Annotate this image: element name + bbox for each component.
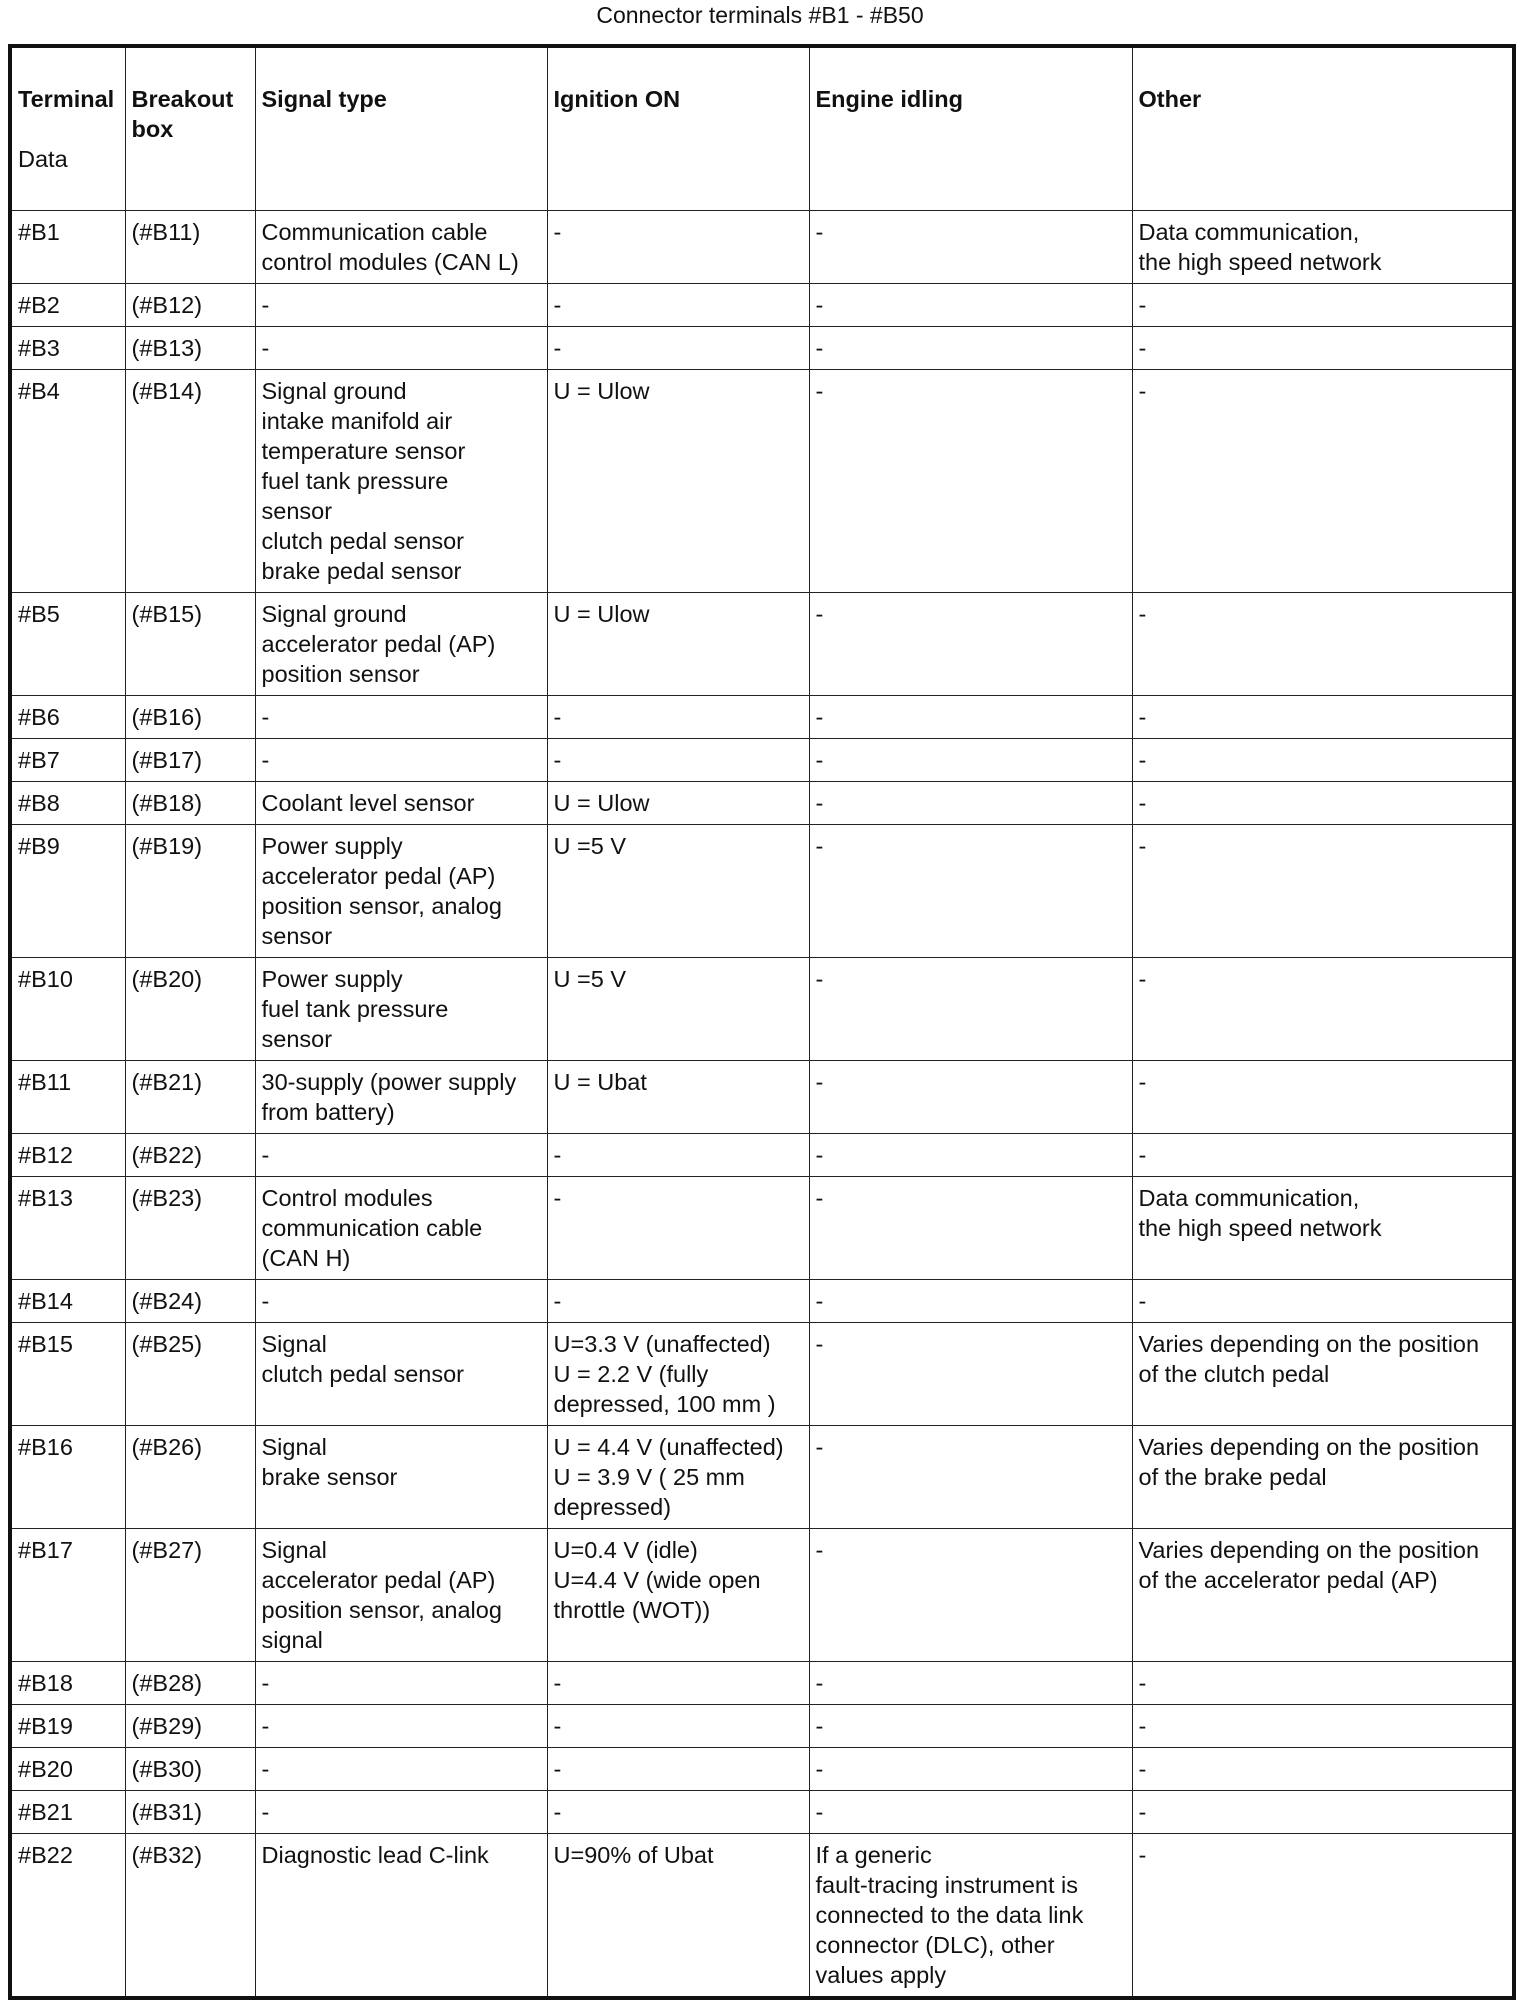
cell-breakout-box: (#B23) [125, 1177, 255, 1280]
cell-ignition-on: - [547, 1134, 809, 1177]
column-header-sublabel: Data [18, 146, 68, 172]
cell-ignition-on: U = Ulow [547, 370, 809, 593]
cell-other: - [1132, 327, 1514, 370]
table-row [10, 1529, 1514, 1662]
cell-engine-idling: - [809, 825, 1132, 958]
cell-breakout-box: (#B31) [125, 1791, 255, 1834]
cell-breakout-box: (#B29) [125, 1705, 255, 1748]
cell-breakout-box: (#B32) [125, 1834, 255, 1999]
cell-ignition-on: - [547, 1280, 809, 1323]
cell-breakout-box: (#B21) [125, 1061, 255, 1134]
cell-signal-type: Power supply fuel tank pressure sensor [255, 958, 547, 1061]
cell-ignition-on: U=90% of Ubat [547, 1834, 809, 1999]
cell-signal-type: - [255, 1748, 547, 1791]
cell-signal-type: - [255, 1791, 547, 1834]
cell-terminal: #B15 [10, 1323, 125, 1426]
header-row [10, 46, 1514, 211]
column-header-ignition-on [547, 46, 809, 211]
cell-signal-type: - [255, 284, 547, 327]
cell-ignition-on: - [547, 211, 809, 284]
cell-terminal: #B21 [10, 1791, 125, 1834]
cell-other: - [1132, 284, 1514, 327]
cell-ignition-on: - [547, 696, 809, 739]
cell-engine-idling: - [809, 1791, 1132, 1834]
cell-terminal: #B12 [10, 1134, 125, 1177]
column-header-signal-type [255, 46, 547, 211]
cell-ignition-on: U = 4.4 V (unaffected) U = 3.9 V ( 25 mm depressed) [547, 1426, 809, 1529]
cell-ignition-on: - [547, 1791, 809, 1834]
cell-signal-type: 30-supply (power supply from battery) [255, 1061, 547, 1134]
table-row [10, 1280, 1514, 1323]
table-row [10, 1791, 1514, 1834]
cell-terminal: #B4 [10, 370, 125, 593]
cell-engine-idling: - [809, 1323, 1132, 1426]
cell-breakout-box: (#B13) [125, 327, 255, 370]
cell-other: - [1132, 1061, 1514, 1134]
cell-signal-type: - [255, 739, 547, 782]
cell-engine-idling: - [809, 1705, 1132, 1748]
cell-ignition-on: - [547, 284, 809, 327]
cell-engine-idling: - [809, 327, 1132, 370]
cell-engine-idling: - [809, 958, 1132, 1061]
cell-breakout-box: (#B26) [125, 1426, 255, 1529]
cell-signal-type: Communication cable control modules (CAN L) [255, 211, 547, 284]
cell-other: - [1132, 825, 1514, 958]
cell-ignition-on: U = Ulow [547, 782, 809, 825]
cell-terminal: #B6 [10, 696, 125, 739]
table-row [10, 1662, 1514, 1705]
cell-engine-idling: - [809, 739, 1132, 782]
cell-breakout-box: (#B25) [125, 1323, 255, 1426]
cell-terminal: #B10 [10, 958, 125, 1061]
cell-signal-type: - [255, 1280, 547, 1323]
cell-terminal: #B22 [10, 1834, 125, 1999]
cell-engine-idling: - [809, 1662, 1132, 1705]
cell-terminal: #B3 [10, 327, 125, 370]
cell-signal-type: Signal brake sensor [255, 1426, 547, 1529]
cell-breakout-box: (#B24) [125, 1280, 255, 1323]
column-header-engine-idling [809, 46, 1132, 211]
table-row [10, 696, 1514, 739]
cell-other: - [1132, 958, 1514, 1061]
cell-breakout-box: (#B14) [125, 370, 255, 593]
cell-signal-type: - [255, 696, 547, 739]
column-header-terminal [10, 46, 125, 211]
column-header-breakout-box [125, 46, 255, 211]
cell-terminal: #B1 [10, 211, 125, 284]
column-header-other [1132, 46, 1514, 211]
cell-signal-type: - [255, 1705, 547, 1748]
cell-other: - [1132, 1748, 1514, 1791]
table-row [10, 284, 1514, 327]
table-row [10, 1834, 1514, 1999]
cell-terminal: #B7 [10, 739, 125, 782]
cell-terminal: #B11 [10, 1061, 125, 1134]
cell-other: - [1132, 1834, 1514, 1999]
cell-engine-idling: - [809, 782, 1132, 825]
table-row [10, 1748, 1514, 1791]
cell-breakout-box: (#B17) [125, 739, 255, 782]
table-row [10, 782, 1514, 825]
cell-other: - [1132, 1134, 1514, 1177]
cell-ignition-on: - [547, 327, 809, 370]
cell-engine-idling: - [809, 1061, 1132, 1134]
table-row [10, 1061, 1514, 1134]
cell-engine-idling: - [809, 1529, 1132, 1662]
cell-engine-idling: - [809, 1177, 1132, 1280]
cell-terminal: #B13 [10, 1177, 125, 1280]
cell-terminal: #B19 [10, 1705, 125, 1748]
table-row [10, 1426, 1514, 1529]
table-row [10, 825, 1514, 958]
cell-engine-idling: If a generic fault-tracing instrument is connected to the data link connector (DLC), other values apply [809, 1834, 1132, 1999]
cell-other: - [1132, 696, 1514, 739]
table-row [10, 211, 1514, 284]
cell-engine-idling: - [809, 696, 1132, 739]
table-body [10, 211, 1514, 1999]
cell-breakout-box: (#B28) [125, 1662, 255, 1705]
cell-signal-type: Coolant level sensor [255, 782, 547, 825]
column-header-label: Breakout box [131, 86, 234, 142]
cell-other: Varies depending on the position of the brake pedal [1132, 1426, 1514, 1529]
table-row [10, 370, 1514, 593]
cell-signal-type: - [255, 327, 547, 370]
cell-signal-type: Signal clutch pedal sensor [255, 1323, 547, 1426]
cell-other: - [1132, 1705, 1514, 1748]
cell-ignition-on: - [547, 739, 809, 782]
column-header-label: Ignition ON [553, 86, 681, 112]
cell-breakout-box: (#B15) [125, 593, 255, 696]
cell-ignition-on: U =5 V [547, 958, 809, 1061]
cell-engine-idling: - [809, 1426, 1132, 1529]
column-header-label: Engine idling [815, 86, 964, 112]
cell-ignition-on: U = Ubat [547, 1061, 809, 1134]
cell-ignition-on: - [547, 1177, 809, 1280]
cell-engine-idling: - [809, 1748, 1132, 1791]
connector-terminals-table [8, 44, 1516, 2000]
table-row [10, 1323, 1514, 1426]
cell-other: - [1132, 782, 1514, 825]
cell-signal-type: Power supply accelerator pedal (AP) position sensor, analog sensor [255, 825, 547, 958]
cell-ignition-on: - [547, 1705, 809, 1748]
cell-breakout-box: (#B19) [125, 825, 255, 958]
column-header-label: Terminal [18, 86, 115, 112]
cell-signal-type: Control modules communication cable (CAN H) [255, 1177, 547, 1280]
cell-breakout-box: (#B20) [125, 958, 255, 1061]
cell-engine-idling: - [809, 211, 1132, 284]
cell-other: Varies depending on the position of the accelerator pedal (AP) [1132, 1529, 1514, 1662]
cell-other: Varies depending on the position of the clutch pedal [1132, 1323, 1514, 1426]
table-row [10, 1177, 1514, 1280]
cell-ignition-on: - [547, 1662, 809, 1705]
cell-other: - [1132, 1280, 1514, 1323]
table-row [10, 1134, 1514, 1177]
cell-other: - [1132, 593, 1514, 696]
cell-other: Data communication, the high speed network [1132, 211, 1514, 284]
column-header-label: Other [1138, 86, 1202, 112]
table-row [10, 593, 1514, 696]
cell-terminal: #B2 [10, 284, 125, 327]
cell-terminal: #B9 [10, 825, 125, 958]
column-header-label: Signal type [261, 86, 387, 112]
cell-signal-type: Diagnostic lead C-link [255, 1834, 547, 1999]
cell-ignition-on: U=3.3 V (unaffected) U = 2.2 V (fully depressed, 100 mm ) [547, 1323, 809, 1426]
cell-ignition-on: - [547, 1748, 809, 1791]
cell-terminal: #B20 [10, 1748, 125, 1791]
table-row [10, 958, 1514, 1061]
table-row [10, 327, 1514, 370]
cell-other: - [1132, 370, 1514, 593]
cell-breakout-box: (#B11) [125, 211, 255, 284]
cell-breakout-box: (#B30) [125, 1748, 255, 1791]
cell-terminal: #B8 [10, 782, 125, 825]
cell-ignition-on: U =5 V [547, 825, 809, 958]
cell-engine-idling: - [809, 1134, 1132, 1177]
cell-engine-idling: - [809, 284, 1132, 327]
cell-breakout-box: (#B22) [125, 1134, 255, 1177]
cell-signal-type: Signal accelerator pedal (AP) position sensor, analog signal [255, 1529, 547, 1662]
cell-ignition-on: U = Ulow [547, 593, 809, 696]
cell-ignition-on: U=0.4 V (idle) U=4.4 V (wide open throttle (WOT)) [547, 1529, 809, 1662]
cell-breakout-box: (#B27) [125, 1529, 255, 1662]
table-header [10, 46, 1514, 211]
cell-breakout-box: (#B16) [125, 696, 255, 739]
cell-other: - [1132, 1791, 1514, 1834]
cell-signal-type: Signal ground intake manifold air temperature sensor fuel tank pressure sensor clutch pedal sensor brake pedal sensor [255, 370, 547, 593]
cell-terminal: #B5 [10, 593, 125, 696]
cell-signal-type: - [255, 1134, 547, 1177]
cell-terminal: #B16 [10, 1426, 125, 1529]
cell-terminal: #B14 [10, 1280, 125, 1323]
cell-signal-type: Signal ground accelerator pedal (AP) position sensor [255, 593, 547, 696]
cell-terminal: #B17 [10, 1529, 125, 1662]
page-title: Connector terminals #B1 - #B50 [596, 2, 924, 28]
cell-engine-idling: - [809, 370, 1132, 593]
table-row [10, 1705, 1514, 1748]
cell-engine-idling: - [809, 1280, 1132, 1323]
cell-signal-type: - [255, 1662, 547, 1705]
table-row [10, 739, 1514, 782]
cell-engine-idling: - [809, 593, 1132, 696]
cell-other: - [1132, 739, 1514, 782]
cell-other: Data communication, the high speed network [1132, 1177, 1514, 1280]
cell-breakout-box: (#B12) [125, 284, 255, 327]
cell-other: - [1132, 1662, 1514, 1705]
cell-terminal: #B18 [10, 1662, 125, 1705]
cell-breakout-box: (#B18) [125, 782, 255, 825]
